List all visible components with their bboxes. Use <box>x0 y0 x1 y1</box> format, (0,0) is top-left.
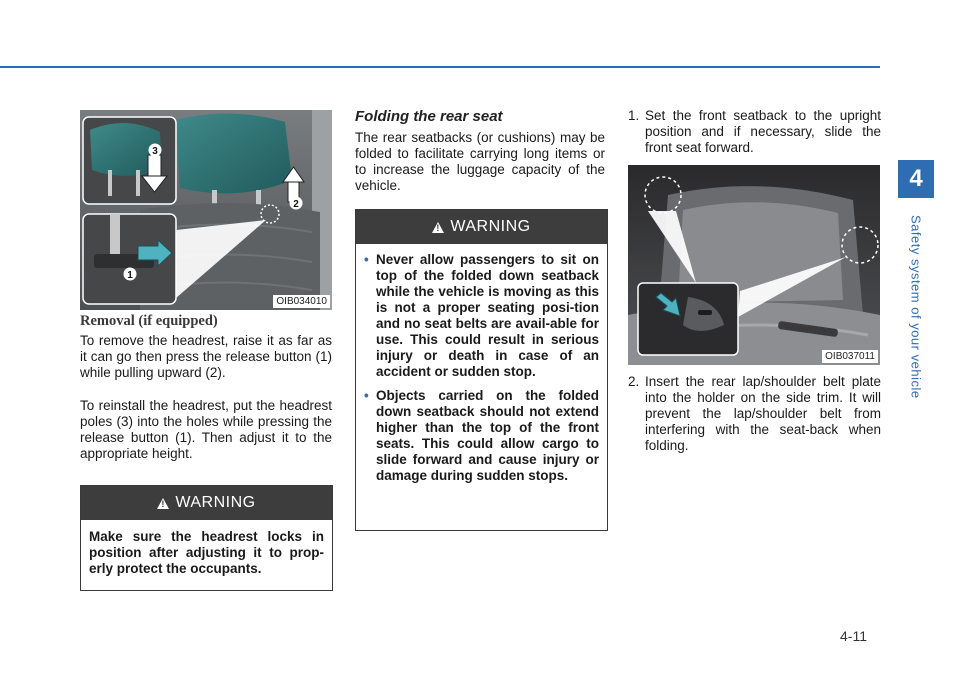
header-rule <box>0 66 880 68</box>
figure-code: OIB037011 <box>822 350 878 363</box>
warning-header <box>81 486 332 520</box>
reinstall-paragraph: To reinstall the headrest, put the headrest poles (3) into the holes while pressing the release button (1). Then adjust it to the appropriate height. <box>80 398 332 461</box>
folding-paragraph: The rear seatbacks (or cushions) may be folded to facilitate carrying long items or to increase the luggage capacity of the vehicle. <box>355 130 605 193</box>
push-down-arrow-icon <box>148 155 161 177</box>
headrest-illustration <box>80 110 332 310</box>
callout-1: 1 <box>127 270 133 281</box>
warning-title: WARNING <box>175 494 256 511</box>
headrest-warning-box <box>80 485 333 591</box>
bullet-icon: • <box>364 252 369 267</box>
folding-warning-box <box>355 209 608 531</box>
callout-2: 2 <box>293 199 299 210</box>
step-2 <box>628 374 881 454</box>
warning-bullet <box>364 388 599 484</box>
page-number: 4-11 <box>840 628 867 644</box>
callout-3: 3 <box>152 146 158 157</box>
removal-subheading: Removal (if equipped) <box>80 313 218 329</box>
step-number: 1. <box>628 108 640 123</box>
warning-text: Make sure the headrest locks in position after adjusting it to prop-erly protect the occupants. <box>89 529 324 576</box>
section-title: Folding the rear seat <box>355 108 503 125</box>
bullet-icon: • <box>364 388 369 403</box>
warning-triangle-icon <box>432 222 444 233</box>
chapter-title-text: Safety system of your vehicle <box>908 215 924 399</box>
step-number: 2. <box>628 374 640 389</box>
removal-paragraph: To remove the headrest, raise it as far as it can go then press the release button (1) while pulling upward (2). <box>80 333 332 380</box>
warning-title: WARNING <box>450 218 531 235</box>
step-text: Insert the rear lap/shoulder belt plate into the holder on the side trim. It will prevent the lap/shoulder belt from interfering with the seat-back when folding. <box>645 374 881 453</box>
chapter-title <box>898 202 934 412</box>
warning-header <box>356 210 607 244</box>
warning-bullet-text: Never allow passengers to sit on top of the folded down seatback while the vehicle is moving as this is not a proper seating posi-tion and no seat belts are avail-able for use. This could result in serious injury or death in case of an accident or sudden stop. <box>376 252 599 379</box>
warning-bullet-list <box>356 244 607 484</box>
warning-bullet-text: Objects carried on the folded down seatback should not extend higher than the top of the front seats. This could allow cargo to slide forward and cause injury or damage during sudden stops. <box>376 388 599 483</box>
figure-code: OIB034010 <box>273 295 330 308</box>
rear-seat-illustration <box>628 165 880 365</box>
chapter-number-tab: 4 <box>898 160 934 198</box>
warning-triangle-icon <box>157 498 169 509</box>
headrest-shape <box>175 113 292 193</box>
headrest-figure <box>80 110 332 310</box>
step-1 <box>628 108 881 156</box>
step-text: Set the front seatback to the upright position and if necessary, slide the front seat forward. <box>645 108 881 155</box>
rear-seat-figure <box>628 165 880 365</box>
warning-bullet <box>364 252 599 380</box>
